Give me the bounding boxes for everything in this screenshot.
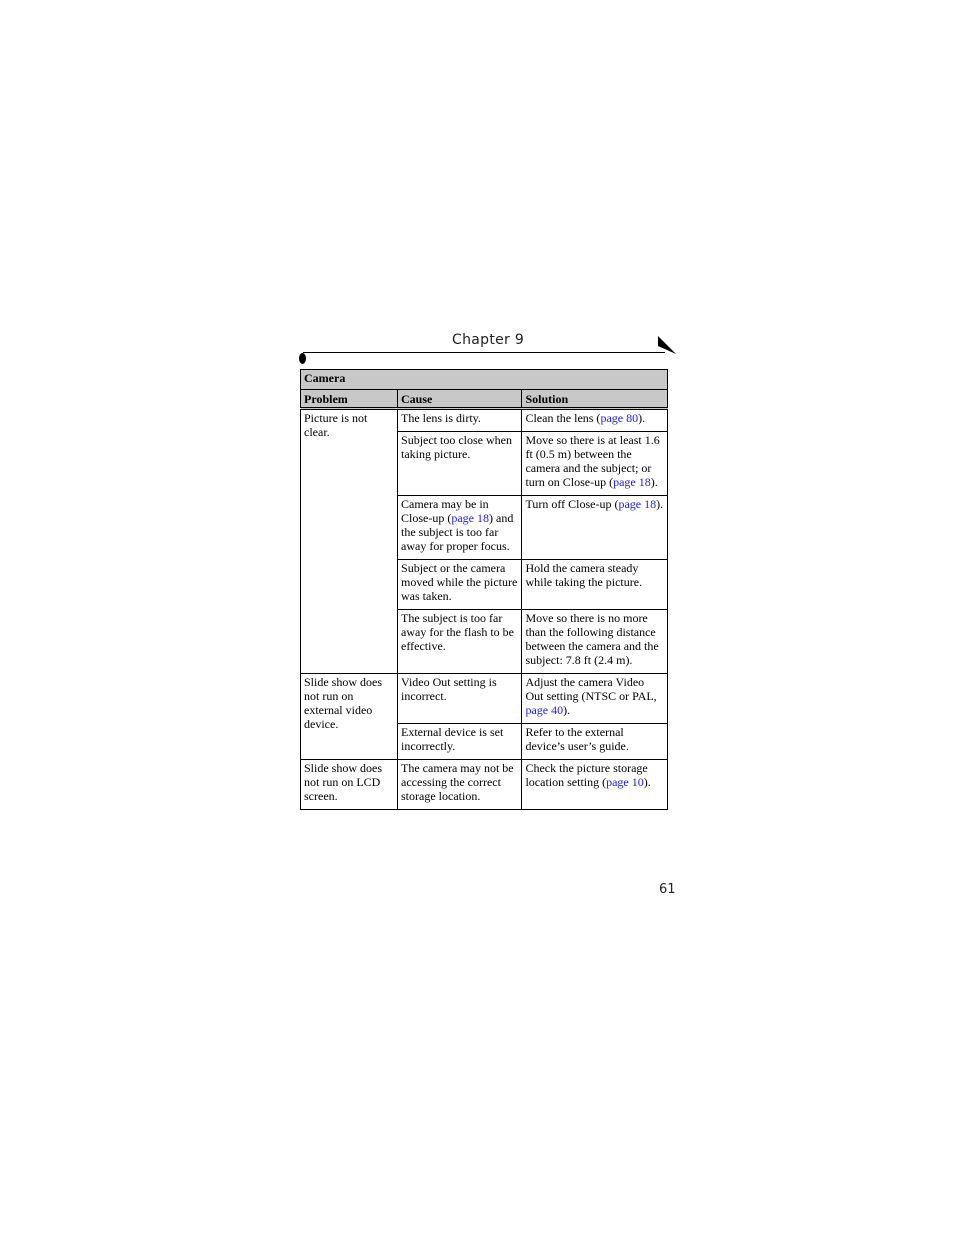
solution-cell: Move so there is no more than the following distance between the camera and the subject: 7.8 ft (2.4 m). bbox=[522, 610, 668, 674]
header-rule bbox=[303, 352, 665, 353]
rule-arrow-icon bbox=[656, 336, 678, 356]
page-link[interactable]: page 18 bbox=[451, 511, 489, 525]
troubleshooting-table bbox=[300, 369, 668, 810]
solution-cell: Refer to the external device’s user’s guide. bbox=[522, 724, 668, 760]
chapter-title: Chapter 9 bbox=[452, 332, 525, 348]
problem-cell: Slide show does not run on LCD screen. bbox=[301, 760, 398, 810]
cause-cell: The subject is too far away for the flash to be effective. bbox=[398, 610, 522, 674]
page-link[interactable]: page 18 bbox=[613, 475, 651, 489]
cause-cell: Video Out setting is incorrect. bbox=[398, 674, 522, 724]
table-row bbox=[301, 674, 668, 724]
page-number: 61 bbox=[659, 882, 676, 897]
rule-dot-icon bbox=[299, 353, 306, 364]
column-header-problem: Problem bbox=[301, 390, 398, 409]
problem-cell: Slide show does not run on external video device. bbox=[301, 674, 398, 760]
column-header-cause: Cause bbox=[398, 390, 522, 409]
cause-cell: The lens is dirty. bbox=[398, 409, 522, 432]
page-link[interactable]: page 80 bbox=[600, 411, 639, 425]
column-header-solution: Solution bbox=[522, 390, 668, 409]
cause-cell: External device is set incorrectly. bbox=[398, 724, 522, 760]
cause-cell: Subject too close when taking picture. bbox=[398, 432, 522, 496]
problem-cell: Picture is not clear. bbox=[301, 409, 398, 674]
cause-cell: Camera may be in Close-up (page 18) and the subject is too far away for proper focus. bbox=[398, 496, 522, 560]
table-body bbox=[301, 409, 668, 810]
page-link[interactable]: page 10 bbox=[606, 775, 644, 789]
solution-cell: Adjust the camera Video Out setting (NTSC or PAL, page 40). bbox=[522, 674, 668, 724]
cause-cell: Subject or the camera moved while the picture was taken. bbox=[398, 560, 522, 610]
solution-cell: Hold the camera steady while taking the picture. bbox=[522, 560, 668, 610]
table-row bbox=[301, 760, 668, 810]
solution-cell: Move so there is at least 1.6 ft (0.5 m) between the camera and the subject; or turn on Close-up (page 18). bbox=[522, 432, 668, 496]
page-link[interactable]: page 18 bbox=[618, 497, 657, 511]
page-link[interactable]: page 40 bbox=[525, 703, 564, 717]
solution-cell: Check the picture storage location setting (page 10). bbox=[522, 760, 668, 810]
cause-cell: The camera may not be accessing the correct storage location. bbox=[398, 760, 522, 810]
solution-cell: Clean the lens (page 80). bbox=[522, 409, 668, 432]
solution-cell: Turn off Close-up (page 18). bbox=[522, 496, 668, 560]
table-row bbox=[301, 409, 668, 432]
table-section-title: Camera bbox=[301, 370, 668, 390]
